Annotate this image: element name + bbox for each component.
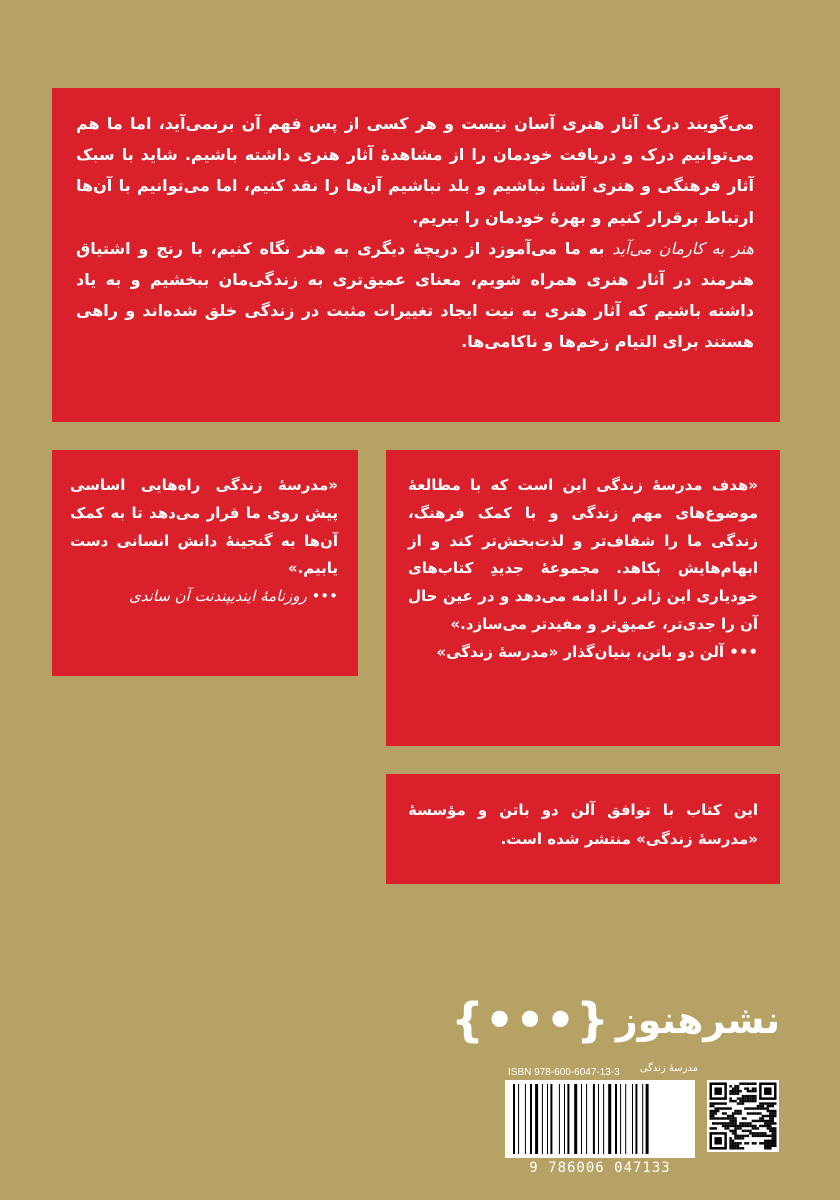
intro-text-box (52, 88, 780, 422)
de-botton-quote-text: «هدف مدرسهٔ زندگی این است که با مطالعهٔ موضوع‌های مهم زندگی و با کمک فرهنگ، زندگی ما را شفاف‌تر و لذت‌بخش‌تر کند و از ابهام‌هایش بکاهد. مجموعهٔ جدیدِ کتاب‌های خودیاری این ژانر را ادامه می‌دهد و در عین حال آن را جدی‌تر، عمیق‌تر و مفیدتر می‌سازد.» (408, 476, 758, 633)
independent-quote-text: «مدرسهٔ زندگی راه‌هایی اساسی پیش روی ما قرار می‌دهد تا به کمک آن‌ها به گنجینهٔ دانش انسانی دست یابیم.» (70, 476, 338, 578)
qr-code-icon (707, 1080, 779, 1152)
intro-paragraph (76, 108, 754, 358)
de-botton-quote-box (386, 450, 780, 746)
series-label: مدرسهٔ زندگی (639, 1063, 698, 1074)
publisher-logo-mark: {•••} (451, 993, 610, 1047)
publish-note-text: این کتاب با توافق آلن دو باتن و مؤسسهٔ «مدرسهٔ زندگی» منتشر شده است. (408, 801, 758, 848)
intro-text-part-2: به ما می‌آموزد از دریچهٔ دیگری به هنر نگاه کنیم، با رنج و اشتیاق هنرمند در آثار هنری همراه شویم، معنای عمیق‌تری به زندگی‌مان ببخشیم و به یاد داشته باشیم که آثار هنری به نیت ایجاد تغییرات مثبت در زندگی خلق شده‌اند و راهی هستند برای التیام زخم‌ها و ناکامی‌ها. (76, 238, 754, 352)
isbn-barcode (505, 1080, 695, 1158)
independent-quote-box (52, 450, 358, 676)
independent-quote-attribution: ••• روزنامهٔ ایندیپندنت آن ساندی (128, 587, 338, 605)
publisher-name: نشرهنوز (615, 998, 780, 1042)
book-title: هنر به کارمان می‌آید (612, 238, 754, 258)
barcode-digits: 9 786006 047133 (529, 1160, 671, 1176)
isbn-label: ISBN 978-600-6047-13-3 (508, 1067, 620, 1078)
de-botton-quote-attribution: ••• آلن دو باتن، بنیان‌گذار «مدرسهٔ زندگی» (436, 642, 758, 661)
publish-note-box (386, 774, 780, 884)
publisher-logo (451, 985, 780, 1055)
intro-text-part-1: می‌گویند درک آثار هنری آسان نیست و هر کسی از پس فهم آن برنمی‌آید، اما ما هم می‌توانیم درک و دریافت خودمان را از مشاهدهٔ آثار هنری داشته باشیم. شاید با سبک آثار فرهنگی و هنری آشنا نباشیم و بلد نباشیم آن‌ها را نقد کنیم، اما می‌توانیم با آن‌ها ارتباط برقرار کنیم و بهرهٔ خودمان را ببریم. (76, 114, 754, 227)
